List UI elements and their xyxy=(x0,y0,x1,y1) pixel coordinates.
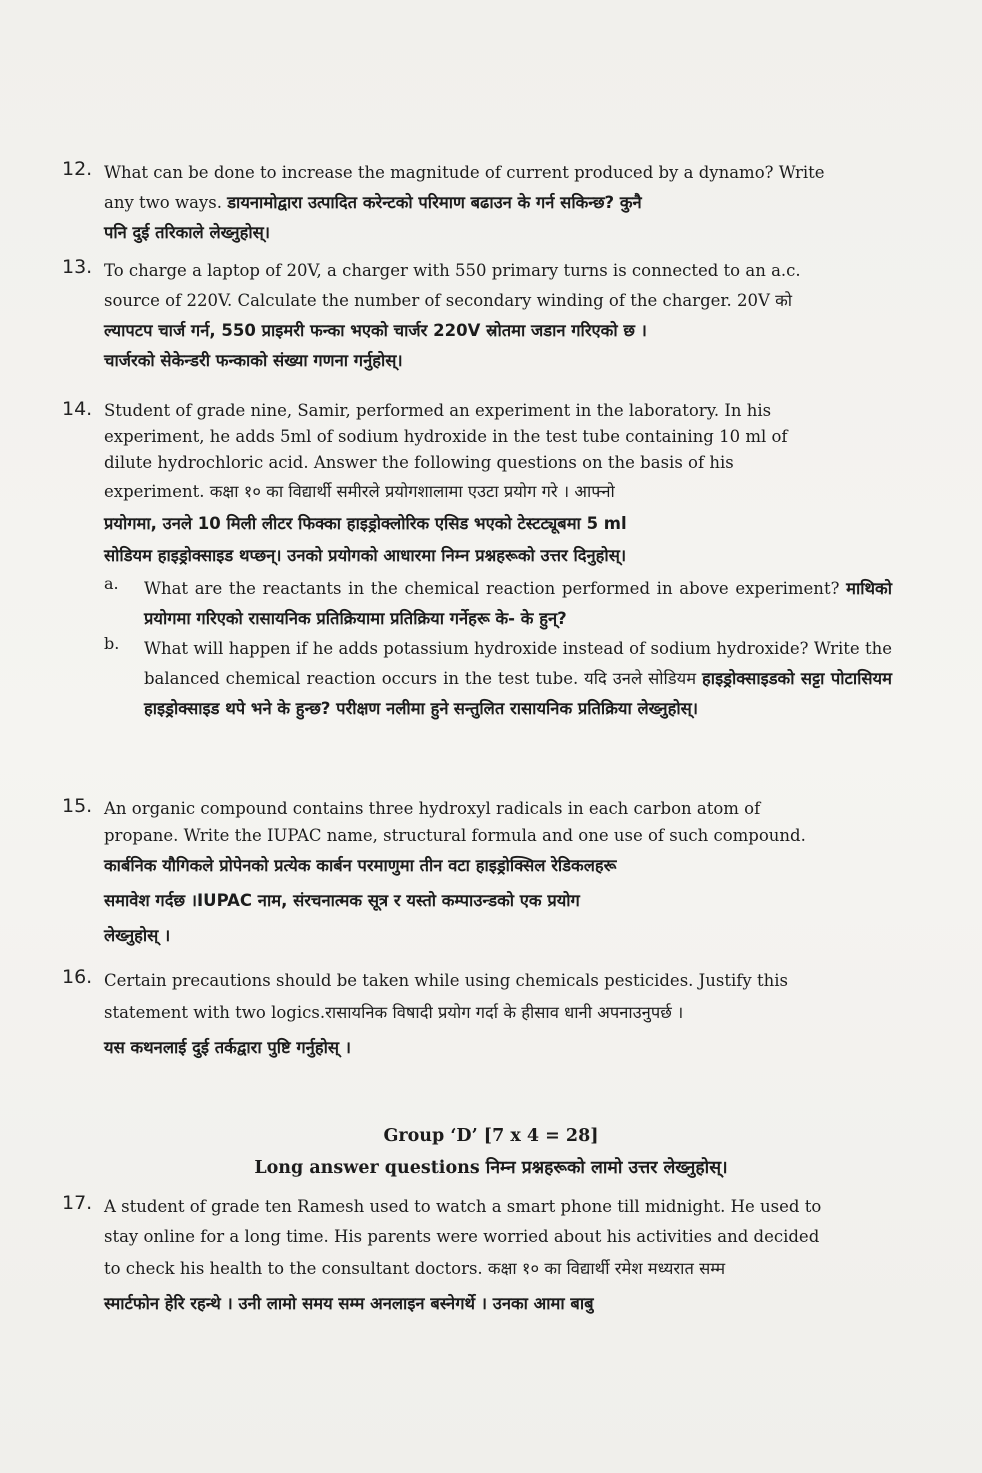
question-number: 12. xyxy=(62,158,93,180)
group-subtitle: Long answer questions निम्न प्रश्नहरूको लामो उत्तर लेख्नुहोस्। xyxy=(254,1158,728,1178)
question-text-nepali: सोडियम हाइड्रोक्साइड थप्छन्। उनको प्रयोगको आधारमा निम्न प्रश्नहरूको उत्तर दिनुहोस्। xyxy=(104,546,627,565)
question-text: A student of grade ten Ramesh used to watch a smart phone till midnight. He used to xyxy=(104,1197,822,1216)
question-text: statement with two logics.रासायनिक विषादी प्रयोग गर्दा के हीसाव धानी अपनाउनुपर्छ । xyxy=(104,1003,684,1022)
question-text: What can be done to increase the magnitude of current produced by a dynamo? Write xyxy=(104,163,825,182)
question-text-nepali: कार्बनिक यौगिकले प्रोपेनको प्रत्येक कार्बन परमाणुमा तीन वटा हाइड्रोक्सिल रेडिकलहरू xyxy=(104,856,617,875)
subquestion-text-nepali: सन्तुलित रासायनिक प्रतिक्रिया लेख्नुहोस्। xyxy=(453,699,699,718)
question-number: 14. xyxy=(62,398,93,420)
question-text: stay online for a long time. His parents were worried about his activities and decided xyxy=(104,1227,820,1246)
subquestion-text: Write the balanced chemical reaction occurs in the test tube. यदि उनले सोडियम xyxy=(144,639,893,688)
question-text-nepali: समावेश गर्दछ ।IUPAC नाम, संरचनात्मक सूत्र र यस्तो कम्पाउन्डको एक प्रयोग xyxy=(104,891,580,910)
question-text: Student of grade nine, Samir, performed an experiment in the laboratory. In his xyxy=(104,401,772,420)
question-text: Certain precautions should be taken while using chemicals pesticides. Justify this xyxy=(104,971,788,990)
question-text-nepali: यस कथनलाई दुई तर्कद्वारा पुष्टि गर्नुहोस् । xyxy=(104,1038,352,1057)
subquestion-text: What are the reactants in the chemical reaction performed in above experiment? xyxy=(144,579,840,598)
question-12 xyxy=(62,158,892,248)
subquestion-text-nepali: हाइड्रोक्साइडको सट्टा पोटासियम हाइड्रोक्साइड थपे भने के हुन्छ? परीक्षण नलीमा हुने xyxy=(144,669,892,718)
question-15 xyxy=(62,795,892,953)
question-text: An organic compound contains three hydroxyl radicals in each carbon atom of xyxy=(104,799,761,818)
question-13 xyxy=(62,256,892,376)
question-14 xyxy=(62,398,892,724)
question-number: 16. xyxy=(62,966,93,988)
subquestion-label: b. xyxy=(104,634,120,653)
subquestion-a xyxy=(104,574,892,634)
question-text: any two ways. xyxy=(104,193,222,212)
question-number: 15. xyxy=(62,795,93,817)
question-text-nepali: चार्जरको सेकेन्डरी फन्काको संख्या गणना गर्नुहोस्। xyxy=(104,351,403,370)
question-text: dilute hydrochloric acid. Answer the following questions on the basis of his xyxy=(104,453,734,472)
subquestion-text: What will happen if he adds potassium hydroxide instead of sodium hydroxide? xyxy=(144,639,809,658)
question-text: propane. Write the IUPAC name, structural formula and one use of such compound. xyxy=(104,826,806,845)
question-text-nepali: ल्यापटप चार्ज गर्न, 550 प्राइमरी फन्का भएको चार्जर 220V स्रोतमा जडान गरिएको छ । xyxy=(104,321,647,340)
question-number: 13. xyxy=(62,256,93,278)
question-text-nepali: प्रयोगमा, उनले 10 मिली लीटर फिक्का हाइड्रोक्लोरिक एसिड भएको टेस्टट्यूबमा 5 ml xyxy=(104,514,627,533)
question-text: to check his health to the consultant doctors. कक्षा १० का विद्यार्थी रमेश मध्यरात सम्म xyxy=(104,1259,726,1278)
question-text-nepali: पनि दुई तरिकाले लेख्नुहोस्। xyxy=(104,223,271,242)
group-title: Group ‘D’ [7 x 4 = 28] xyxy=(383,1126,599,1146)
question-text: experiment, he adds 5ml of sodium hydroxide in the test tube containing 10 ml of xyxy=(104,427,788,446)
question-text-nepali: डायनामोद्वारा उत्पादित करेन्टको परिमाण बढाउन के गर्न सकिन्छ? कुनै xyxy=(227,193,642,212)
subquestion-label: a. xyxy=(104,574,119,593)
question-text-nepali: लेख्नुहोस् । xyxy=(104,926,171,945)
subquestion-text-nepali: माथिको प्रयोगमा गरिएको रासायनिक प्रतिक्रियामा प्रतिक्रिया गर्नेहरू के- के हुन्? xyxy=(144,579,892,628)
question-text: experiment. कक्षा १० का विद्यार्थी समीरले प्रयोगशालामा एउटा प्रयोग गरे । आफ्नो xyxy=(104,482,615,501)
question-17 xyxy=(62,1192,892,1322)
question-text: source of 220V. Calculate the number of secondary winding of the charger. 20V को xyxy=(104,291,793,310)
question-text-nepali: स्मार्टफोन हेरि रहन्थे । उनी लामो समय सम्म अनलाइन बस्नेगर्थे । उनका आमा बाबु xyxy=(104,1294,594,1313)
question-number: 17. xyxy=(62,1192,93,1214)
question-text: To charge a laptop of 20V, a charger with 550 primary turns is connected to an a.c. xyxy=(104,261,801,280)
question-16 xyxy=(62,966,892,1066)
subquestion-b xyxy=(104,634,892,724)
